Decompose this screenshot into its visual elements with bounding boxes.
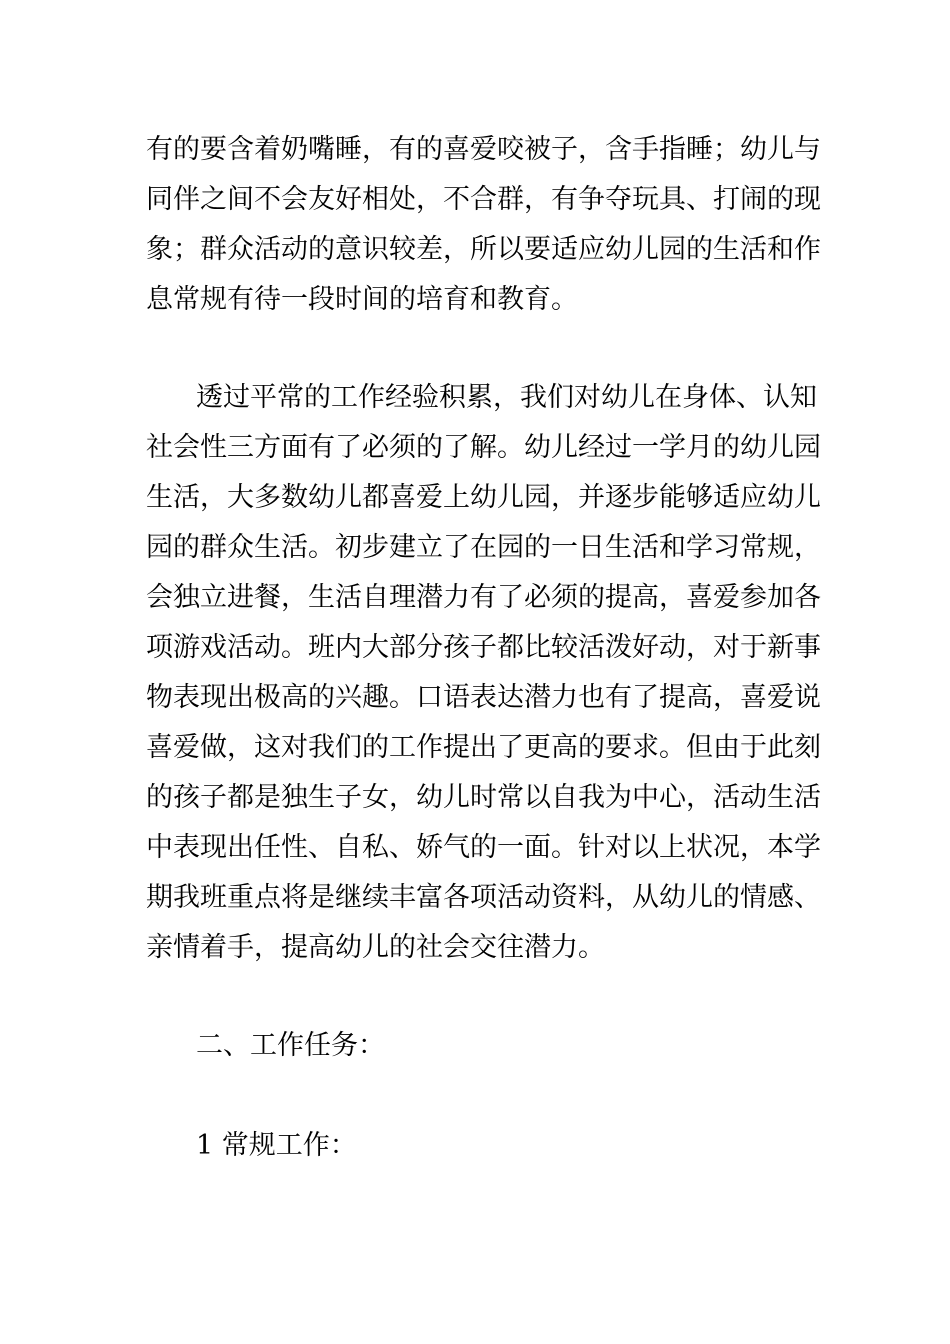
- paragraph2-line-2: 社会性三方面有了必须的了解。幼儿经过一学月的幼儿园: [146, 432, 821, 463]
- paragraph2-line-3: 生活，大多数幼儿都喜爱上幼儿园，并逐步能够适应幼儿: [146, 482, 821, 513]
- paragraph2-line-5: 会独立进餐，生活自理潜力有了必须的提高，喜爱参加各: [146, 582, 821, 613]
- paragraph1-line-2: 同伴之间不会友好相处，不合群，有争夺玩具、打闹的现: [146, 184, 821, 215]
- subsection-heading-routine: 1 常规工作：: [196, 1130, 357, 1161]
- paragraph2-line-6: 项游戏活动。班内大部分孩子都比较活泼好动，对于新事: [146, 632, 821, 663]
- paragraph2-line-1: 透过平常的工作经验积累，我们对幼儿在身体、认知: [196, 382, 817, 413]
- paragraph2-line-10: 中表现出任性、自私、娇气的一面。针对以上状况，本学: [146, 832, 821, 863]
- paragraph2-line-8: 喜爱做，这对我们的工作提出了更高的要求。但由于此刻: [146, 732, 821, 763]
- paragraph2-line-7: 物表现出极高的兴趣。口语表达潜力也有了提高，喜爱说: [146, 682, 821, 713]
- paragraph2-line-12: 亲情着手，提高幼儿的社会交往潜力。: [146, 932, 605, 963]
- paragraph2-line-9: 的孩子都是独生子女，幼儿时常以自我为中心，活动生活: [146, 782, 821, 813]
- paragraph2-line-4: 园的群众生活。初步建立了在园的一日生活和学习常规，: [146, 532, 821, 563]
- paragraph1-line-1: 有的要含着奶嘴睡，有的喜爱咬被子，含手指睡；幼儿与: [146, 134, 821, 165]
- paragraph1-line-4: 息常规有待一段时间的培育和教育。: [146, 284, 578, 315]
- section-heading-tasks: 二、工作任务：: [196, 1030, 385, 1061]
- paragraph2-line-11: 期我班重点将是继续丰富各项活动资料，从幼儿的情感、: [146, 882, 821, 913]
- paragraph1-line-3: 象；群众活动的意识较差，所以要适应幼儿园的生活和作: [146, 234, 821, 265]
